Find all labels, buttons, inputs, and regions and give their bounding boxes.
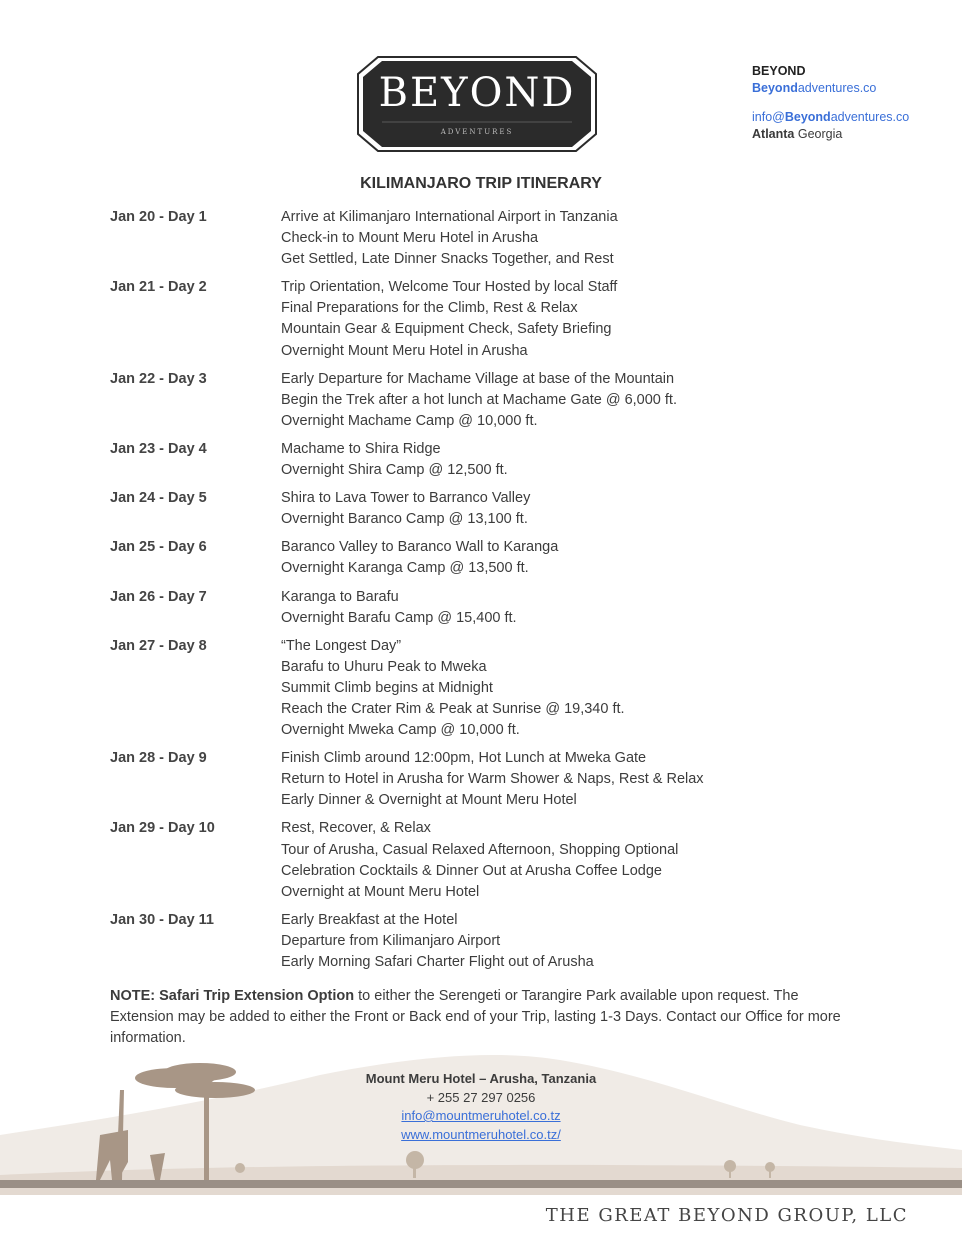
itinerary-day	[110, 537, 870, 579]
logo-sub-text: ADVENTURES	[440, 128, 514, 136]
activity-item: Shira to Lava Tower to Barranco Valley	[281, 490, 531, 507]
day-label: Jan 27 - Day 8	[110, 637, 207, 654]
hotel-website-link[interactable]: www.mountmeruhotel.co.tz/	[401, 1126, 561, 1142]
day-activities	[281, 818, 870, 902]
hotel-name: Mount Meru Hotel – Arusha, Tanzania	[365, 1071, 597, 1086]
itinerary-day	[110, 207, 870, 270]
activity-item: Overnight Mount Meru Hotel in Arusha	[281, 342, 528, 359]
activity-item: Finish Climb around 12:00pm, Hot Lunch at Mweka Gate	[281, 750, 647, 767]
itinerary-day	[110, 748, 870, 811]
itinerary-day	[110, 488, 870, 530]
day-activities	[281, 277, 870, 361]
activity-item: Return to Hotel in Arusha for Warm Shower & Naps, Rest & Relax	[281, 771, 704, 788]
day-activities	[281, 636, 870, 741]
activity-item: Baranco Valley to Baranco Wall to Karanga	[281, 539, 559, 556]
activity-item: “The Longest Day”	[281, 637, 402, 654]
activity-item: Machame to Shira Ridge	[281, 440, 441, 457]
activity-item: Reach the Crater Rim & Peak at Sunrise @ 19,340 ft.	[281, 700, 625, 717]
itinerary-day	[110, 910, 870, 973]
day-label: Jan 29 - Day 10	[110, 820, 215, 837]
itinerary-day	[110, 369, 870, 432]
activity-item: Summit Climb begins at Midnight	[281, 679, 493, 696]
activity-item: Final Preparations for the Climb, Rest & Relax	[281, 300, 578, 317]
activity-item: Begin the Trek after a hot lunch at Machame Gate @ 6,000 ft.	[281, 391, 677, 408]
company-contact	[752, 63, 909, 143]
document-title: KILIMANJARO TRIP ITINERARY	[360, 175, 602, 192]
day-label: Jan 25 - Day 6	[110, 539, 207, 556]
activity-item: Early Departure for Machame Village at base of the Mountain	[281, 370, 675, 387]
day-label: Jan 23 - Day 4	[110, 440, 207, 457]
activity-item: Celebration Cocktails & Dinner Out at Arusha Coffee Lodge	[281, 862, 662, 879]
itinerary-day	[110, 587, 870, 629]
day-activities	[281, 748, 870, 811]
activity-item: Overnight Shira Camp @ 12,500 ft.	[281, 462, 508, 479]
activity-item: Rest, Recover, & Relax	[281, 820, 431, 837]
day-activities	[281, 369, 870, 432]
activity-item: Overnight Mweka Camp @ 10,000 ft.	[281, 722, 520, 739]
activity-item: Early Dinner & Overnight at Mount Meru Hotel	[281, 792, 577, 809]
activity-item: Overnight Machame Camp @ 10,000 ft.	[281, 412, 538, 429]
activity-item: Early Breakfast at the Hotel	[281, 911, 458, 928]
company-email[interactable]: info@Beyondadventures.co	[752, 110, 910, 124]
company-name: BEYOND	[752, 64, 806, 78]
activity-item: Tour of Arusha, Casual Relaxed Afternoon, Shopping Optional	[281, 841, 679, 858]
itinerary-list	[110, 207, 870, 980]
day-activities	[281, 910, 870, 973]
day-label: Jan 28 - Day 9	[110, 750, 207, 767]
activity-item: Arrive at Kilimanjaro International Airport in Tanzania	[281, 209, 618, 225]
note-label: NOTE: Safari Trip Extension Option	[110, 988, 355, 1004]
day-activities	[281, 488, 870, 530]
day-label: Jan 21 - Day 2	[110, 279, 207, 296]
footer-company-name: THE GREAT BEYOND GROUP, LLC	[545, 1205, 908, 1226]
hotel-phone: + 255 27 297 0256	[426, 1089, 536, 1105]
day-label: Jan 20 - Day 1	[110, 209, 207, 225]
activity-item: Overnight Barafu Camp @ 15,400 ft.	[281, 609, 517, 626]
activity-item: Barafu to Uhuru Peak to Mweka	[281, 658, 487, 675]
activity-item: Overnight Karanga Camp @ 13,500 ft.	[281, 560, 529, 577]
itinerary-day	[110, 636, 870, 741]
activity-item: Departure from Kilimanjaro Airport	[281, 932, 501, 949]
day-activities	[281, 439, 870, 481]
day-label: Jan 22 - Day 3	[110, 370, 207, 387]
beyond-logo	[356, 54, 598, 154]
day-activities	[281, 537, 870, 579]
activity-item: Mountain Gear & Equipment Check, Safety Briefing	[281, 321, 612, 338]
note-text: to either the Serengeti or Tarangire Park available upon request. The Extension may be added to either the Front or Back end of your Trip, lasting 1-3 Days. Contact our Office for more information.	[110, 988, 841, 1047]
activity-item: Karanga to Barafu	[281, 588, 399, 605]
activity-item: Trip Orientation, Welcome Tour Hosted by local Staff	[281, 279, 618, 296]
itinerary-day	[110, 439, 870, 481]
day-label: Jan 30 - Day 11	[110, 911, 214, 928]
day-label: Jan 24 - Day 5	[110, 490, 207, 507]
activity-item: Overnight at Mount Meru Hotel	[281, 883, 480, 900]
company-website[interactable]: Beyondadventures.co	[752, 81, 877, 95]
company-location: Atlanta Georgia	[752, 127, 843, 141]
hotel-contact	[0, 1070, 962, 1144]
day-activities	[281, 207, 870, 270]
activity-item: Get Settled, Late Dinner Snacks Together, and Rest	[281, 251, 614, 268]
hotel-email-link[interactable]: info@mountmeruhotel.co.tz	[401, 1108, 561, 1123]
extension-note	[110, 986, 850, 1049]
day-label: Jan 26 - Day 7	[110, 588, 207, 605]
day-activities	[281, 587, 870, 629]
activity-item: Overnight Baranco Camp @ 13,100 ft.	[281, 511, 528, 528]
itinerary-day	[110, 818, 870, 902]
itinerary-day	[110, 277, 870, 361]
activity-item: Check-in to Mount Meru Hotel in Arusha	[281, 230, 539, 247]
activity-item: Early Morning Safari Charter Flight out of Arusha	[281, 954, 594, 970]
logo-main-text: BEYOND	[378, 70, 576, 116]
